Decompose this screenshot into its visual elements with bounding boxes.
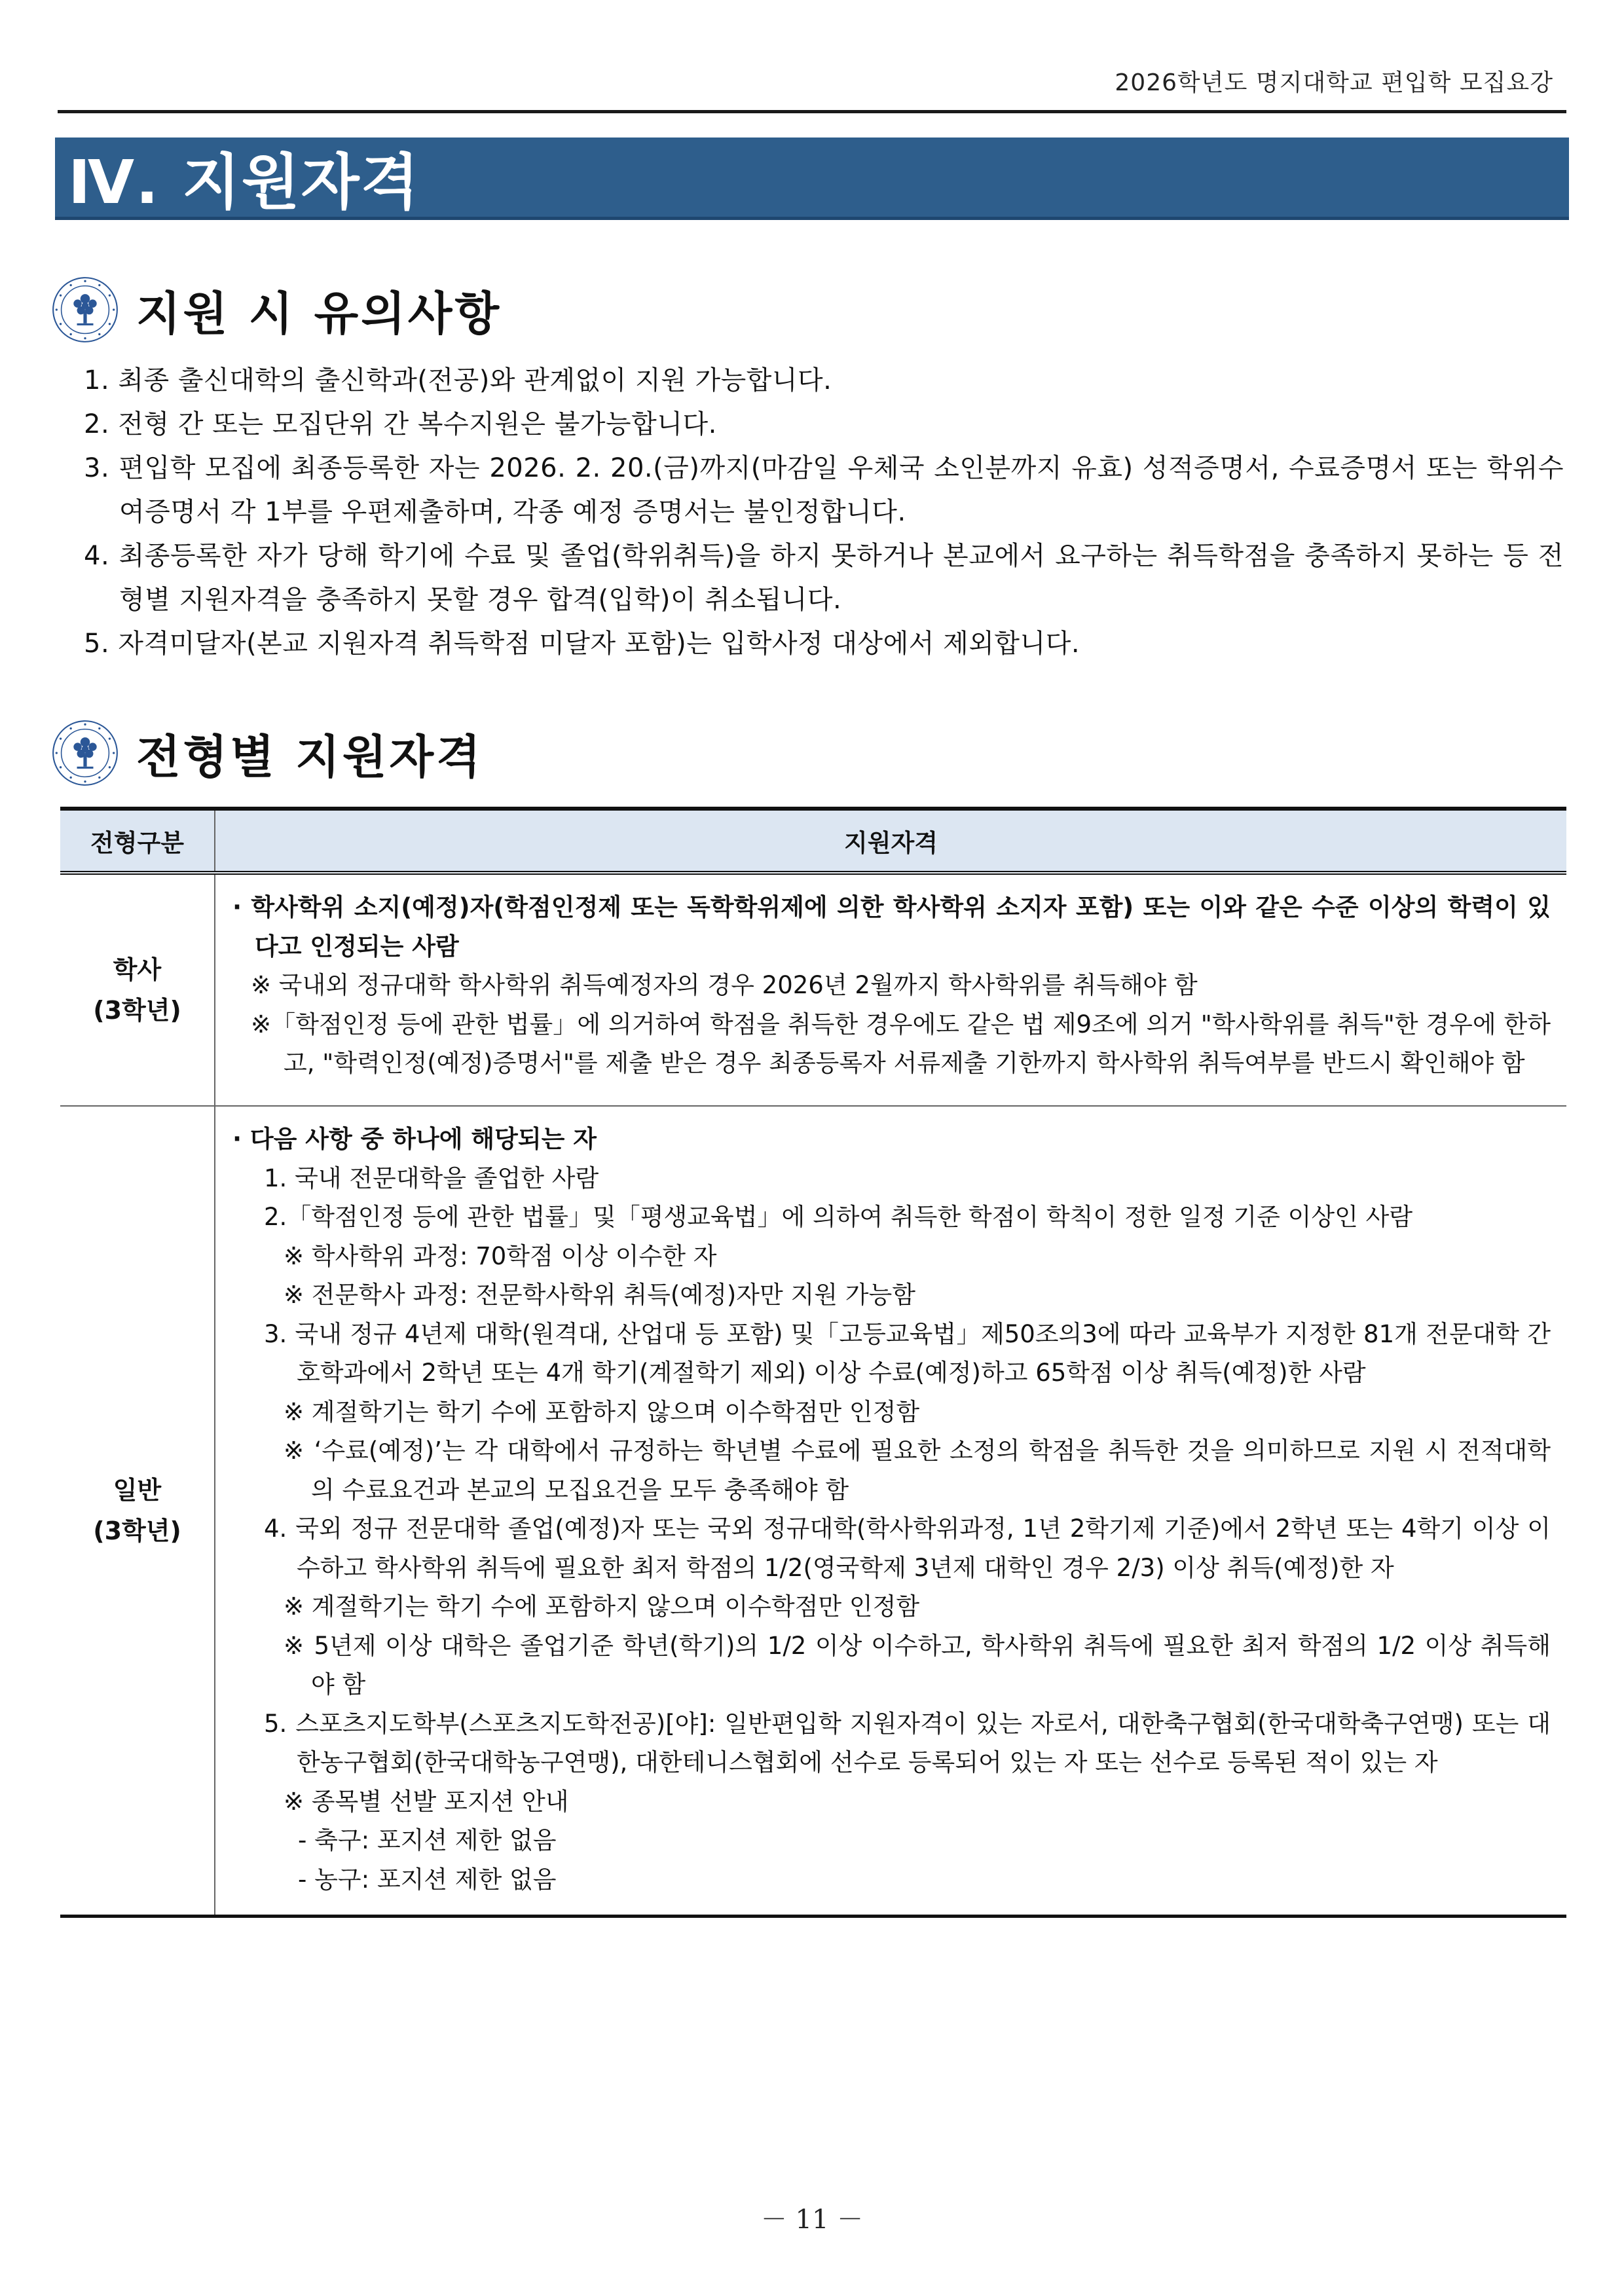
header-divider	[58, 110, 1566, 113]
qualification-item: 2.「학점인정 등에 관한 법률」및「평생교육법」에 의하여 취득한 학점이 학칙이 정한 일정 기준 이상인 사람	[264, 1203, 1413, 1231]
table-row-general	[60, 1106, 1566, 1917]
university-emblem-icon	[51, 719, 119, 787]
list-item: 3. 편입학 모집에 최종등록한 자는 2026. 2. 20.(금)까지(마감일 우체국 소인분까지 유효) 성적증명서, 수료증명서 또는 학위수여증명서 각 1부를 우편제출하며, 각종 예정 증명서는 불인정합니다.	[84, 453, 1564, 527]
qualification-item: 3. 국내 정규 4년제 대학(원격대, 산업대 등 포함) 및「고등교육법」제50조의3에 따라 교육부가 지정한 81개 전문대학 간호학과에서 2학년 또는 4개 학기(계절학기 제외) 이상 수료(예정)하고 65학점 이상 취득(예정)한 사람	[264, 1319, 1551, 1387]
type-grade: (3학년)	[93, 996, 181, 1025]
document-header-title: 2026학년도 명지대학교 편입학 모집요강	[1115, 69, 1553, 96]
qualification-note: ※ 계절학기는 학기 수에 포함하지 않으며 이수학점만 인정함	[284, 1397, 920, 1426]
list-item: 2. 전형 간 또는 모집단위 간 복수지원은 불가능합니다.	[84, 409, 717, 439]
qualification-note: ※ 학사학위 과정: 70학점 이상 이수한 자	[284, 1241, 717, 1270]
qualification-item: 5. 스포츠지도학부(스포츠지도학전공)[야]: 일반편입학 지원자격이 있는 자로서, 대한축구협회(한국대학축구연맹) 또는 대한농구협회(한국대학농구연맹), 대한테니스협회에 선수로 등록되어 있는 자 또는 선수로 등록된 적이 있는 자	[264, 1709, 1551, 1776]
qualification-subitem: - 농구: 포지션 제한 없음	[298, 1865, 557, 1894]
qualification-subitem: - 축구: 포지션 제한 없음	[298, 1826, 557, 1854]
column-header-qualification: 지원자격	[215, 809, 1566, 873]
qualification-note: ※ 5년제 이상 대학은 졸업기준 학년(학기)의 1/2 이상 이수하고, 학사학위 취득에 필요한 최저 학점의 1/2 이상 취득해야 함	[284, 1631, 1551, 1698]
section-title-qualifications: 전형별 지원자격	[136, 729, 483, 784]
qualification-item: 4. 국외 정규 전문대학 졸업(예정)자 또는 국외 정규대학(학사학위과정, 1년 2학기제 기준)에서 2학년 또는 4학기 이상 이수하고 학사학위 취득에 필요한 최저 학점의 1/2(영국학제 3년제 대학인 경우 2/3) 이상 취득(예정)한 자	[264, 1515, 1551, 1582]
qualification-main: · 다음 사항 중 하나에 해당되는 자	[232, 1125, 597, 1153]
type-grade: (3학년)	[93, 1516, 181, 1545]
qualifications-table-wrapper	[60, 807, 1566, 1918]
page-number: － 11 －	[760, 2205, 864, 2235]
chapter-banner	[55, 138, 1569, 220]
type-cell-general	[60, 1106, 215, 1917]
type-label: 일반	[113, 1476, 162, 1505]
type-label: 학사	[113, 955, 162, 984]
section-heading-notes	[51, 274, 502, 346]
table-header-row	[60, 809, 1566, 873]
table-row-bachelor	[60, 873, 1566, 1106]
qualification-cell-general	[215, 1106, 1566, 1917]
list-item: 4. 최종등록한 자가 당해 학기에 수료 및 졸업(학위취득)을 하지 못하거나 본교에서 요구하는 취득학점을 충족하지 못하는 등 전형별 지원자격을 충족하지 못할 경우 합격(입학)이 취소됩니다.	[84, 541, 1564, 615]
qualification-note: ※ 종목별 선발 포지션 안내	[284, 1787, 569, 1816]
section-title-notes: 지원 시 유의사항	[136, 286, 502, 340]
qualifications-table	[60, 807, 1566, 1918]
qualification-note: ※ 국내외 정규대학 학사학위 취득예정자의 경우 2026년 2월까지 학사학위를 취득해야 함	[251, 971, 1198, 999]
university-emblem-icon	[51, 276, 119, 344]
chapter-title: Ⅳ. 지원자격	[68, 147, 420, 217]
qualification-cell-bachelor	[215, 873, 1566, 1106]
column-header-type: 전형구분	[60, 809, 215, 873]
qualification-note: ※ 전문학사 과정: 전문학사학위 취득(예정)자만 지원 가능함	[284, 1281, 915, 1309]
qualification-note: ※「학점인정 등에 관한 법률」에 의거하여 학점을 취득한 경우에도 같은 법 제9조에 의거 "학사학위를 취득"한 경우에 한하고, "학력인정(예정)증명서"를 제출 받은 경우 최종등록자 서류제출 기한까지 학사학위 취득여부를 반드시 확인해야 함	[251, 1010, 1551, 1077]
notes-list	[84, 359, 1564, 666]
type-cell-bachelor	[60, 873, 215, 1106]
qualification-item: 1. 국내 전문대학을 졸업한 사람	[264, 1164, 599, 1192]
qualification-note: ※ ‘수료(예정)’는 각 대학에서 규정하는 학년별 수료에 필요한 소정의 학점을 취득한 것을 의미하므로 지원 시 전적대학의 수료요건과 본교의 모집요건을 모두 충족해야 함	[284, 1437, 1551, 1504]
qualification-main: · 학사학위 소지(예정)자(학점인정제 또는 독학학위제에 의한 학사학위 소지자 포함) 또는 이와 같은 수준 이상의 학력이 있다고 인정되는 사람	[232, 893, 1551, 961]
list-item: 1. 최종 출신대학의 출신학과(전공)와 관계없이 지원 가능합니다.	[84, 365, 832, 395]
qualification-note: ※ 계절학기는 학기 수에 포함하지 않으며 이수학점만 인정함	[284, 1592, 920, 1621]
list-item: 5. 자격미달자(본교 지원자격 취득학점 미달자 포함)는 입학사정 대상에서 제외합니다.	[84, 629, 1080, 659]
section-heading-qualifications	[51, 717, 483, 789]
